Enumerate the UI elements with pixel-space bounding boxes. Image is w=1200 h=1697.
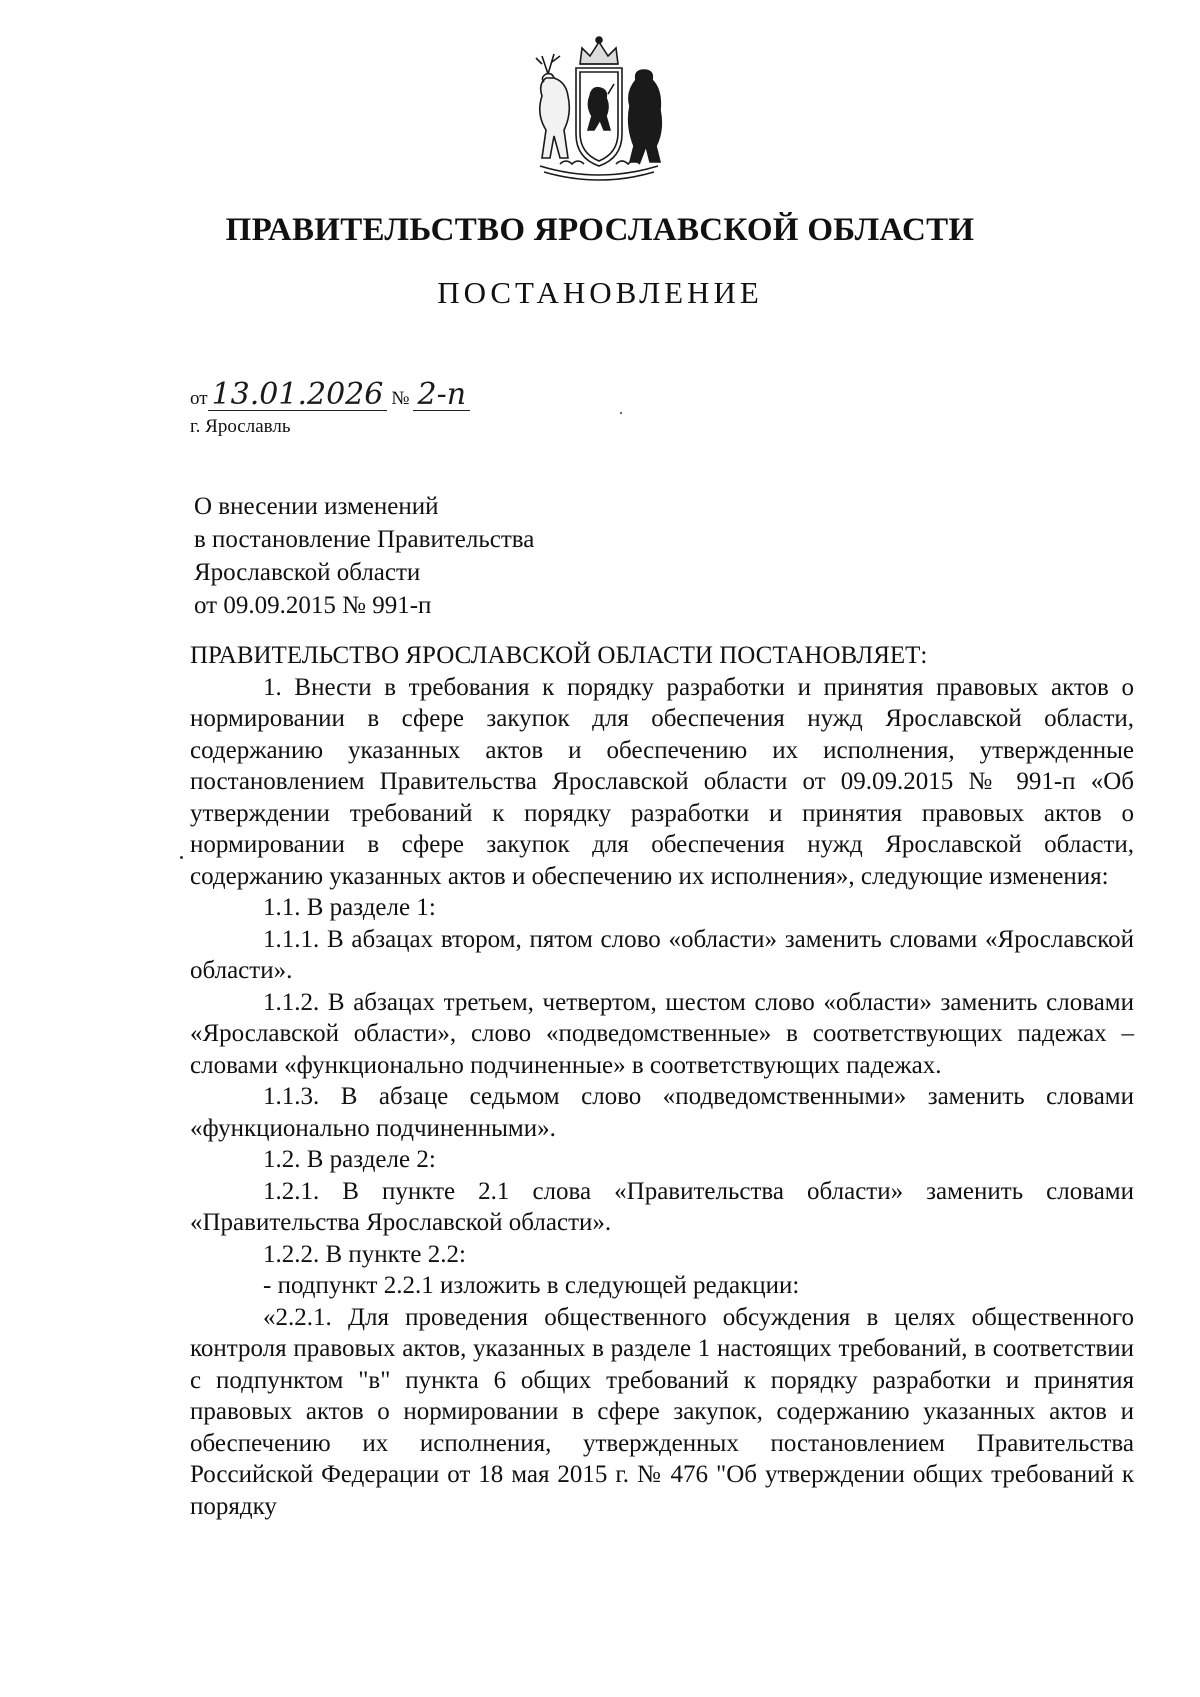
paragraph: 1.1.2. В абзацах третьем, четвертом, шестом слово «области» заменить словами «Ярославской области», слово «подведомственные» в соответствующих падежах – словами «функционально подчиненные» в соответствующих падежах. xyxy=(190,988,1134,1079)
paragraph: 1.2.2. В пункте 2.2: xyxy=(263,1240,466,1268)
number-label: № xyxy=(391,388,410,409)
document-subject xyxy=(194,490,534,622)
subject-line: Ярославской области xyxy=(194,559,421,586)
paragraph: 1.2. В разделе 2: xyxy=(263,1146,436,1173)
subject-line: от 09.09.2015 № 991-п xyxy=(194,592,432,619)
date-value: 13.01.2026 xyxy=(208,380,388,411)
preamble: ПРАВИТЕЛЬСТВО ЯРОСЛАВСКОЙ ОБЛАСТИ ПОСТАНОВЛЯЕТ: xyxy=(190,642,928,669)
scan-speck xyxy=(620,412,622,414)
document-type: ПОСТАНОВЛЕНИЕ xyxy=(437,275,763,310)
organization-title: ПРАВИТЕЛЬСТВО ЯРОСЛАВСКОЙ ОБЛАСТИ xyxy=(225,212,975,248)
subject-line: О внесении изменений xyxy=(194,493,439,520)
paragraph: - подпункт 2.2.1 изложить в следующей редакции: xyxy=(263,1272,800,1299)
paragraph: «2.2.1. Для проведения общественного обсуждения в целях общественного контроля правовых актов, указанных в разделе 1 настоящих требований, в соответствии с подпунктом "в" пункта 6 общих требований к порядку разработки и принятия правовых актов о нормировании в сфере закупок, содержанию указанных актов и обеспечению их исполнения, утвержденных постановлением Правительства Российской Федерации от 18 мая 2015 г. № 476 "Об утверждении общих требований к порядку xyxy=(190,1303,1134,1520)
document-number: 2-п xyxy=(413,380,470,411)
registration-line xyxy=(190,377,470,412)
paragraph: 1.2.1. В пункте 2.1 слова «Правительства области» заменить словами «Правительства Ярославской области». xyxy=(190,1177,1134,1236)
paragraph: 1. Внести в требования к порядку разработки и принятия правовых актов о нормировании в сфере закупок для обеспечения нужд Ярославской области, содержанию указанных актов и обеспечению их исполнения, утвержденные постановлением Правительства Ярославской области от 09.09.2015 № 991-п «Об утверждении требований к порядку разработки и принятия правовых актов о нормировании в сфере закупок для обеспечения нужд Ярославской области, содержанию указанных актов и обеспечению их исполнения», следующие изменения: xyxy=(190,673,1134,890)
paragraph: 1.1.1. В абзацах втором, пятом слово «области» заменить словами «Ярославской области». xyxy=(190,925,1134,984)
city: г. Ярославль xyxy=(190,416,291,437)
coat-of-arms-icon xyxy=(520,34,678,184)
document-body xyxy=(190,640,1134,1522)
subject-line: в постановление Правительства xyxy=(194,526,535,553)
paragraph: 1.1. В разделе 1: xyxy=(263,894,436,921)
paragraph: 1.1.3. В абзаце седьмом слово «подведомственными» заменить словами «функционально подчиненными». xyxy=(190,1083,1134,1142)
scan-speck xyxy=(180,856,183,859)
date-prefix: от xyxy=(190,388,208,409)
